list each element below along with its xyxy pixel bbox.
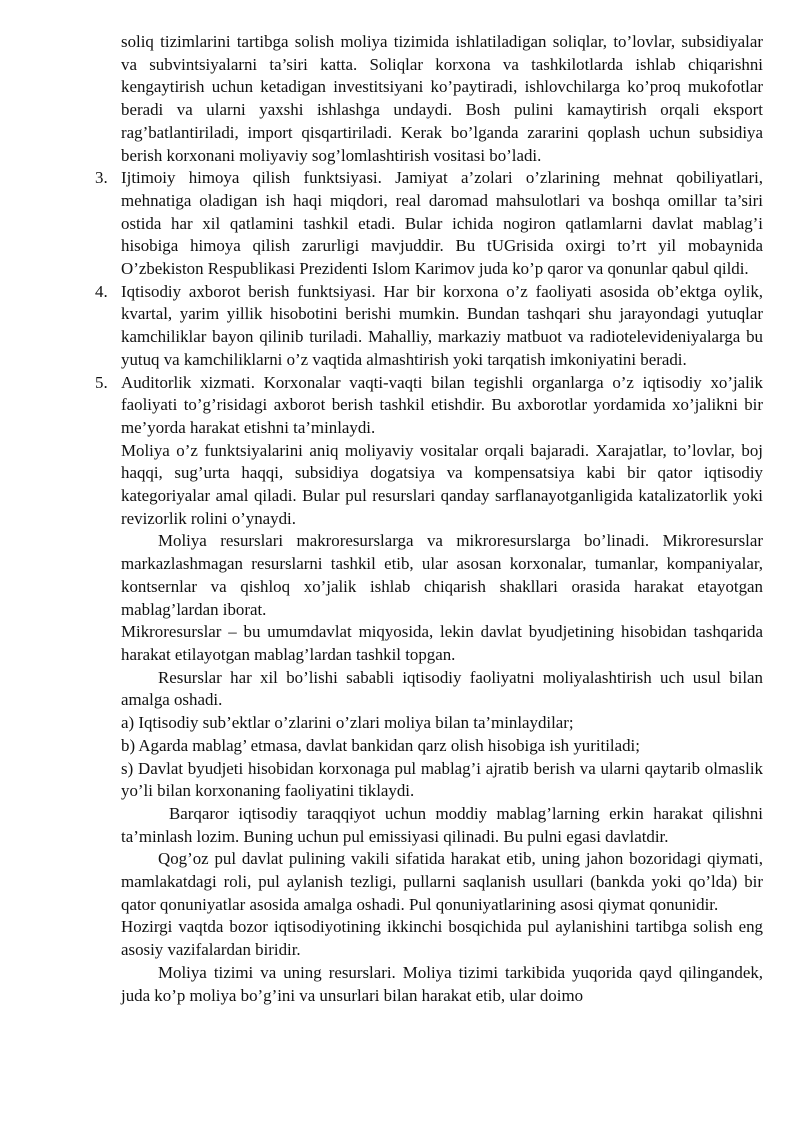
list-item-text: Auditorlik xizmati. Korxonalar vaqti-vaqti bilan tegishli organlarga o’z iqtisodiy xo’jalik faoliyati to’g’risidagi axborot berish tashkil etishdir. Bu axborotlar yordamida xo’jalikni bir me’yorda harakat etishni ta’minlaydi. (121, 372, 763, 437)
paragraph-moliya-tizimi: Moliya tizimi va uning resurslari. Moliya tizimi tarkibida yuqorida qayd qilingandek, juda ko’p moliya bo’g’ini va unsurlari bilan harakat etib, ular doimo (121, 962, 763, 1005)
paragraph-qogoz-pul: Qog’oz pul davlat pulining vakili sifatida harakat etib, uning jahon bozoridagi qiymati, mamlakatdagi roli, pul aylanish tezligi, pullarni saqlanish usullari (bankda yoki qo’lda) bir qator qonuniyatlar asosida amalga oshadi. Pul qonuniyatlarining asosi qiymat qonunidir. (121, 849, 763, 914)
paragraph-mikroresurslar: Mikroresurslar – bu umumdavlat miqyosida, lekin davlat byudjetining hisobidan tashqarida harakat etilayotgan mablag’lardan tashkil topgan. (121, 622, 763, 664)
list-item-4 (95, 281, 763, 372)
paragraph-moliya-resurslari: Moliya resurslari makroresurslarga va mikroresurslarga bo’linadi. Mikroresurslar markazlashmagan resurslarni tashkil etib, ular asosan korxonalar, tumanlar, kompaniyalar, kontsernlar va qishloq xo’jalik ishlab chiqarish shakllari orasida harakat etayotgan mablag’lardan iborat. (121, 531, 763, 619)
list-number: 5. (95, 372, 108, 392)
paragraph-barqaror-taraqqiyot: Barqaror iqtisodiy taraqqiyot uchun moddiy mablag’larning erkin harakat qilishni ta’minlash lozim. Buning uchun pul emissiyasi qilinadi. Bu pulni egasi davlatdir. (121, 803, 763, 846)
list-item-3 (95, 167, 763, 281)
list-number: 3. (95, 168, 108, 188)
list-item-text: Iqtisodiy axborot berish funktsiyasi. Har bir korxona o’z faoliyati asosida ob’ektga oylik, kvartal, yarim yillik hisobotini berishi mumkin. Bundan tashqari shu jarayondagi yutuqlar kamchiliklar bayon qilinib turiladi. Mahalliy, markaziy matbuot va radiotelevideniyalarga bu yutuq va kamchiliklarni o’z vaqtida almashtirish yoki tarqatish imkoniyatini beradi. (121, 281, 763, 369)
paragraph-item-b: b) Agarda mablag’ etmasa, davlat bankidan qarz olish hisobiga ish yuritiladi; (121, 735, 640, 755)
paragraph-item-s: s) Davlat byudjeti hisobidan korxonaga pul mablag’i ajratib berish va ularni qaytarib olmaslik yo’li bilan korxonaning faoliyatini tiklaydi. (121, 758, 763, 801)
paragraph-item-a: a) Iqtisodiy sub’ektlar o’zlarini o’zlari moliya bilan ta’minlaydilar; (121, 713, 574, 733)
paragraph-resurslar-usul: Resurslar har xil bo’lishi sababli iqtisodiy faoliyatni moliyalashtirish uch usul bilan amalga oshadi. (121, 667, 763, 710)
list-item-5 (95, 372, 763, 440)
list-number: 4. (95, 281, 108, 301)
paragraph-moliya-funktsiyalari: Moliya o’z funktsiyalarini aniq moliyaviy vositalar orqali bajaradi. Xarajatlar, to’lovlar, boj haqqi, sug’urta haqqi, subsidiya dogatsiya va kompensatsiya kabi bir qator iqtisodiy kategoriyalar amal qiladi. Bular pul resurslari qanday sarflanayotganligida katalizatorlik yoki revizorlik rolini o’ynaydi. (121, 440, 763, 528)
list-item-text: Ijtimoiy himoya qilish funktsiyasi. Jamiyat a’zolari o’zlarining mehnat qobiliyatlari, mehnatiga oladigan ish haqi miqdori, real daromad mahsulotlari va boshqa omillar ta’siri ostida har xil qatlamini tashkil etadi. Bular ichida nogiron qatlamlarni davlat mablag’i hisobiga himoya qilish zarurligi mavjuddir. Bu tUGrisida oxirgi to’rt yil mobaynida O’zbekiston Respublikasi Prezidenti Islom Karimov juda ko’p qaror va qonunlar qabul qildi. (121, 168, 763, 279)
paragraph-soliq-tizimlari: soliq tizimlarini tartibga solish moliya tizimida ishlatiladigan soliqlar, to’lovlar, subsidiyalar va subvintsiyalarni ta’siri katta. Soliqlar korxona va tashkilotlarda ishlab chiqarishni kengaytirish uchun ketadigan investitsiyani ko’paytiradi, ishlovchilarga ko’proq mukofotlar beradi va ularni yaxshi ishlashga undaydi. Bosh pulini kamaytirish orqali eksport rag’batlantiriladi, import qisqartiriladi. Kerak bo’lganda zararini qoplash uchun subsidiya berish korxonani moliyaviy sog’lomlashtirish vositasi bo’ladi. (121, 32, 763, 165)
text-column (95, 31, 763, 1007)
paragraph-hozirgi-vaqtda: Hozirgi vaqtda bozor iqtisodiyotining ikkinchi bosqichida pul aylanishini tartibga solish eng asosiy vazifalardan biridir. (121, 917, 763, 960)
